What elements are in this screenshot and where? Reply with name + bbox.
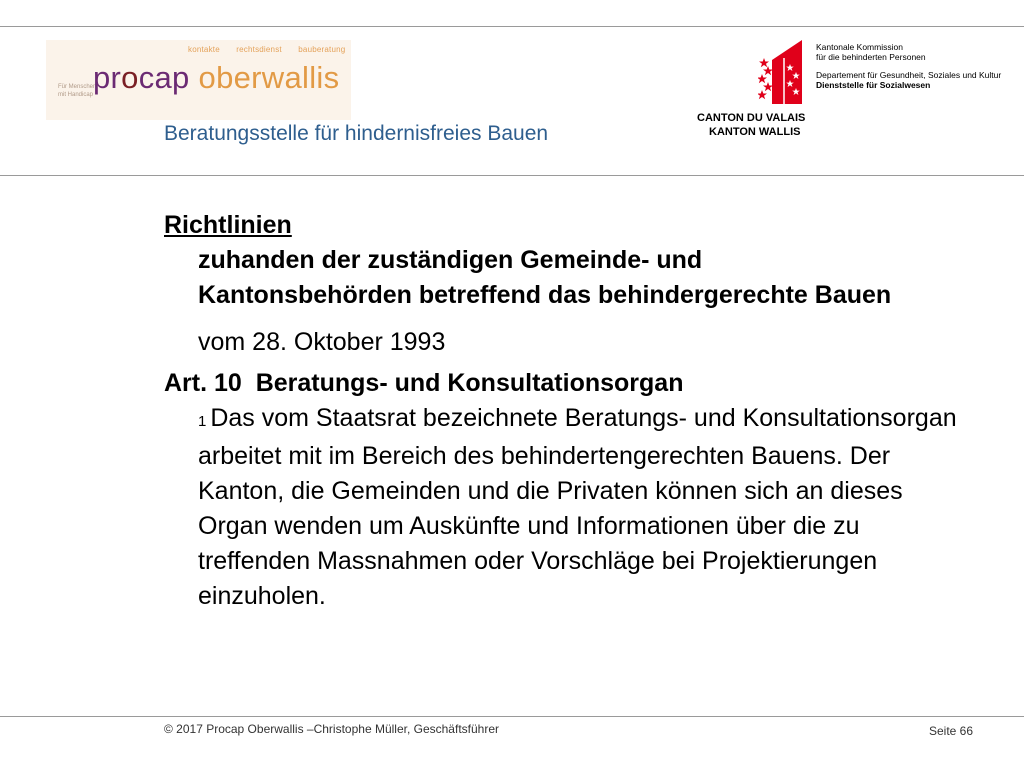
article-title: Art. 10 Beratungs- und Konsultationsorgan (164, 369, 684, 397)
guideline-subtitle: zuhanden der zuständigen Gemeinde- und Kantonsbehörden betreffend das behindergerechte Bauen (198, 246, 892, 309)
guideline-title: Richtlinien (164, 211, 292, 239)
header-subtitle: Beratungsstelle für hindernisfreies Bauen (164, 122, 549, 145)
procap-menu (188, 45, 359, 54)
article-text (164, 401, 968, 614)
procap-menu-item: bauberatung (298, 45, 346, 54)
procap-logo (93, 58, 339, 98)
procap-side-text (58, 83, 96, 99)
procap-side-line: mit Handicap (58, 92, 94, 98)
kommission-line: Kantonale Kommission (816, 42, 903, 52)
slide-content (164, 208, 984, 614)
procap-menu-item: kontakte (188, 45, 220, 54)
header-rule (0, 175, 1024, 176)
paragraph-number: 1 (198, 413, 207, 430)
canton-name-fr: CANTON DU VALAIS (697, 112, 806, 124)
kommission-line: für die behinderten Personen (816, 52, 926, 62)
procap-side-line: Für Menschen (58, 84, 97, 90)
department-line: Departement für Gesundheit, Soziales und Kultur (816, 70, 1002, 80)
procap-logo-o: o (121, 60, 139, 95)
page-number: Seite 66 (929, 724, 974, 738)
footer-copyright: © 2017 Procap Oberwallis –Christophe Müller, Geschäftsführer (164, 722, 499, 736)
kommission-text (816, 42, 926, 62)
article-body: Das vom Staatsrat bezeichnete Beratungs- und Konsultationsorgan arbeitet mit im Bereich des behindertengerechten Bauens. Der Kanton, die Gemeinden und die Privaten können sich an dieses Organ wenden um Auskünfte und Informationen über die zu treffenden Massnahmen oder Vorschläge bei Projektierungen einzuholen. (198, 404, 957, 610)
guideline-date: vom 28. Oktober 1993 (198, 328, 446, 356)
procap-menu-item: rechtsdienst (236, 45, 282, 54)
top-rule (0, 26, 1024, 27)
department-office: Dienststelle für Sozialwesen (816, 80, 931, 90)
procap-logo-part: pr (93, 60, 122, 95)
valais-coat-of-arms-icon (758, 40, 808, 106)
footer-rule (0, 716, 1024, 717)
canton-name-de: KANTON WALLIS (709, 126, 801, 138)
procap-logo-oberwallis: oberwallis (198, 60, 340, 95)
procap-logo-part: cap (138, 60, 190, 95)
department-text (816, 70, 1001, 90)
